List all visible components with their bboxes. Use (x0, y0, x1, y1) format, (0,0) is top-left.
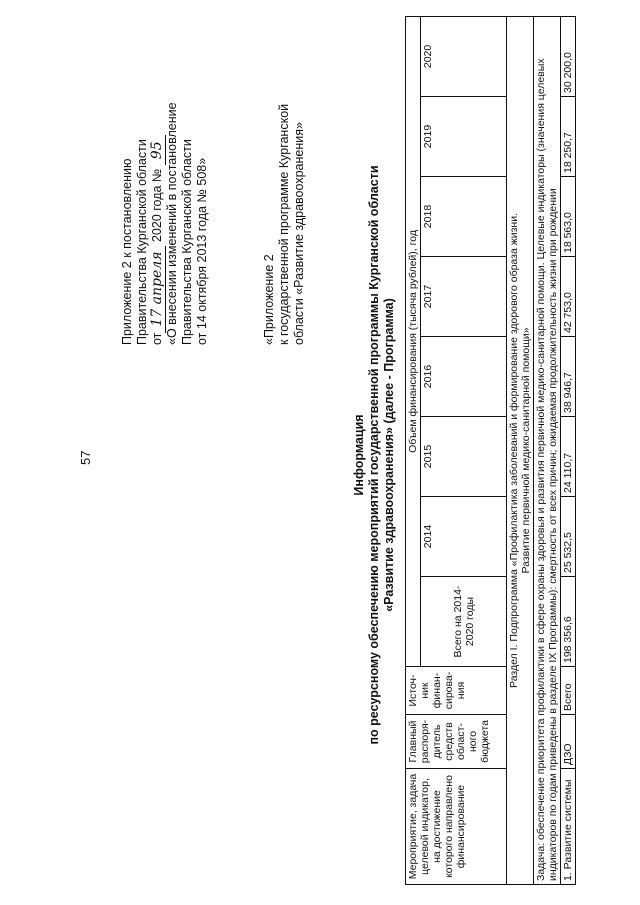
row-source: Всего (561, 667, 576, 715)
task-text: Задача: обеспечение приоритета профилактики в сфере охраны здоровья и развития первичной медико-санитарной помощи. Целевые индикаторы (значения целевых индикаторов по годам приведены в разделе IX Программы): смертность от всех причин; ожидаемая продолжительность жизни при рождении (534, 16, 561, 884)
appendix2-line-3: области «Развитие здравоохранения» (292, 122, 306, 345)
funding-table (405, 16, 576, 885)
appendix2-line-2: к государственной программе Курганской (277, 103, 291, 345)
header-year-2019: 2019 (421, 97, 507, 177)
appendix-line-5: Правительства Курганской области (180, 139, 194, 345)
header-year-2016: 2016 (421, 337, 507, 417)
row-value-2017: 42 753,0 (561, 257, 576, 337)
header-row-1 (406, 16, 421, 884)
row-value-2020: 30 200,0 (561, 16, 576, 96)
header-funding-volume: Объем финансирования (тысяча рублей), год (406, 16, 421, 666)
row-administrator: ДЗО (561, 715, 576, 769)
title-line-1: Информация (352, 414, 366, 496)
section-title (507, 16, 534, 884)
header-year-2014: 2014 (421, 497, 507, 577)
document-title (352, 25, 397, 885)
appendix-line-1: Приложение 2 к постановлению (120, 158, 134, 345)
page-number: 57 (78, 450, 93, 465)
title-line-2: по ресурсному обеспечению мероприятий государственной программы Курганской области (367, 165, 381, 745)
section-title-line-1: Раздел I. Подпрограмма «Профилактика заболеваний и формирование здорового образа жизни. (508, 212, 520, 688)
date-year-text: 2020 года № (150, 168, 164, 243)
row-value-2018: 18 563,0 (561, 177, 576, 257)
section-title-line-2: Развитие первичной медико-санитарной помощи» (520, 327, 532, 574)
header-year-2017: 2017 (421, 257, 507, 337)
row-activity: 1. Развитие системы (561, 769, 576, 885)
row-value-2014: 25 532,5 (561, 497, 576, 577)
program-appendix-header (262, 5, 307, 345)
appendix-line-2: Правительства Курганской области (135, 139, 149, 345)
header-year-2018: 2018 (421, 177, 507, 257)
row-value-2016: 38 946,7 (561, 337, 576, 417)
header-total: Всего на 2014-2020 годы (421, 577, 507, 667)
header-administrator: Главный распоря-дитель средств област-ного бюджета (406, 715, 507, 769)
handwritten-number: 95 (149, 135, 166, 165)
header-source: Источ-ник финан-сирова-ния (406, 667, 507, 715)
header-activity: Мероприятие, задача целевой индикатор, на достижение которого направлено финансирование (406, 769, 507, 885)
appendix-line-6: от 14 октября 2013 года № 508» (195, 157, 209, 345)
task-row (534, 16, 561, 884)
title-line-3: «Развитие здравоохранения» (далее - Программа) (382, 298, 396, 612)
handwritten-date: 17 апреля (149, 246, 166, 333)
appendix-line-4: «О внесении изменений в постановление (165, 102, 179, 345)
section-row (507, 16, 534, 884)
header-year-2015: 2015 (421, 417, 507, 497)
row-total: 198 356,6 (561, 577, 576, 667)
appendix-date-line (150, 5, 165, 345)
appendix-header (120, 5, 210, 345)
row-value-2015: 24 110,7 (561, 417, 576, 497)
row-value-2019: 18 250,7 (561, 97, 576, 177)
date-prefix: от (150, 332, 164, 345)
appendix2-line-1: «Приложение 2 (262, 254, 276, 345)
header-year-2020: 2020 (421, 16, 507, 96)
table-row (561, 16, 576, 884)
